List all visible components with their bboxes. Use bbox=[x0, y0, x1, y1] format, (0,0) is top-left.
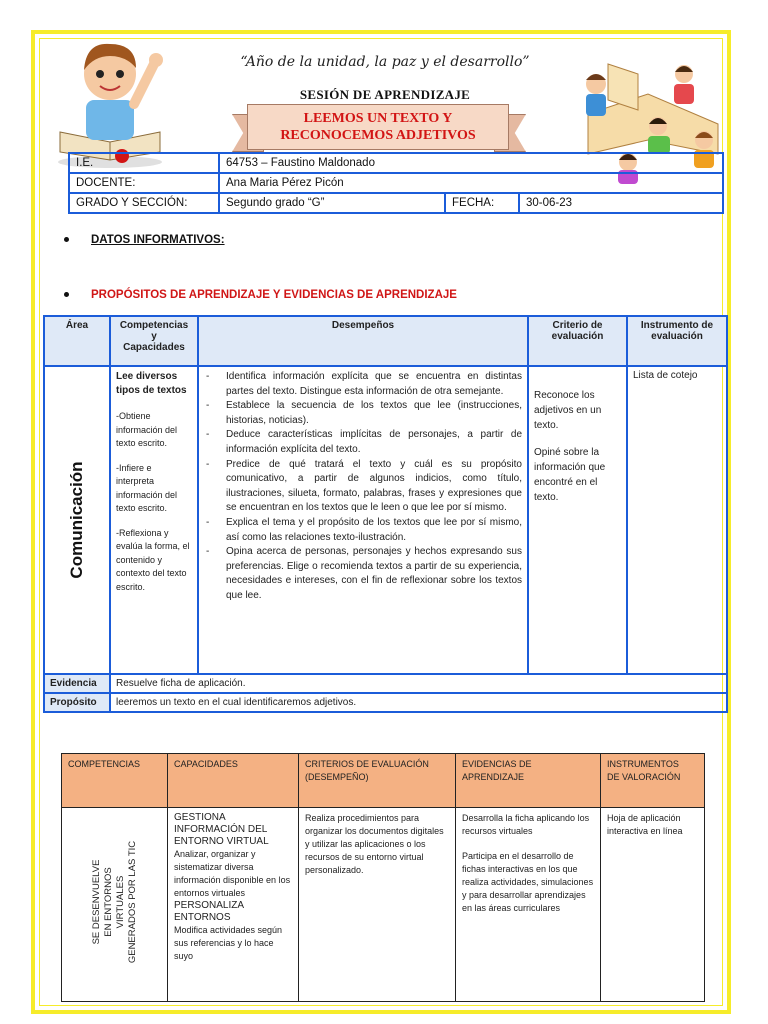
tic-capacidades-cell bbox=[168, 808, 299, 1002]
purposes-header-row bbox=[44, 316, 727, 366]
banner-title-line2: RECONOCEMOS ADJETIVOS bbox=[280, 128, 476, 143]
bullet-dot bbox=[64, 292, 69, 297]
header-instrumentos-2-line1: INSTRUMENTOS bbox=[607, 759, 679, 769]
purposes-body-row bbox=[44, 366, 727, 674]
purposes-table bbox=[43, 315, 728, 713]
desempeno-item: - Identifica información explícita que se encuentra en distintas partes del texto. Distingue esta información de otra semejante. bbox=[204, 370, 522, 399]
criterio-cell bbox=[528, 366, 627, 674]
proposito-value: leeremos un texto en el cual identificaremos adjetivos. bbox=[110, 693, 727, 712]
header-desempenos: Desempeños bbox=[198, 316, 528, 366]
tic-evidencia-item: Desarrolla la ficha aplicando los recursos virtuales bbox=[462, 813, 590, 836]
ie-label: I.E. bbox=[69, 153, 219, 173]
fecha-label: FECHA: bbox=[445, 193, 519, 213]
criterio-item: Reconoce los adjetivos en un texto. bbox=[534, 390, 602, 431]
tic-instrumento-cell bbox=[601, 808, 705, 1002]
header-competencias-line1: Competencias bbox=[119, 320, 189, 331]
desempenos-list bbox=[204, 370, 522, 604]
info-row-ie bbox=[69, 153, 723, 173]
header-criterios-2-line1: CRITERIOS DE EVALUACIÓN bbox=[305, 759, 429, 769]
cap-title-personaliza: PERSONALIZA ENTORNOS bbox=[174, 900, 244, 923]
docente-value: Ana Maria Pérez Picón bbox=[219, 173, 723, 193]
bullet-datos-informativos bbox=[64, 234, 225, 246]
info-row-grado bbox=[69, 193, 723, 213]
tic-competencia-name bbox=[91, 841, 139, 963]
proposito-row bbox=[44, 693, 727, 712]
tic-competencia-line3: VIRTUALES bbox=[114, 875, 126, 929]
banner-body bbox=[247, 104, 509, 150]
grado-label: GRADO Y SECCIÓN: bbox=[69, 193, 219, 213]
desempeno-item: - Explica el tema y el propósito de los textos que lee por sí mismo, así como las relaciones texto-ilustración. bbox=[204, 516, 522, 545]
bullet-propositos bbox=[64, 289, 457, 301]
cap-title-gestiona: GESTIONA INFORMACIÓN DEL ENTORNO VIRTUAL bbox=[174, 812, 269, 847]
docente-label: DOCENTE: bbox=[69, 173, 219, 193]
grado-value: Segundo grado “G” bbox=[219, 193, 445, 213]
header-criterio bbox=[528, 316, 627, 366]
year-motto: “Año de la unidad, la paz y el desarrollo” bbox=[240, 54, 530, 70]
header-evidencias-2-line2: APRENDIZAJE bbox=[462, 772, 525, 782]
evidencia-row bbox=[44, 674, 727, 693]
proposito-label: Propósito bbox=[44, 693, 110, 712]
instrumento-cell bbox=[627, 366, 727, 674]
datos-label: DATOS INFORMATIVOS: bbox=[91, 234, 225, 246]
header-instrumento-line2: evaluación bbox=[651, 331, 703, 342]
evidencia-label: Evidencia bbox=[44, 674, 110, 693]
header-criterios-2 bbox=[299, 754, 456, 808]
header-instrumento bbox=[627, 316, 727, 366]
tic-competencia-cell bbox=[62, 808, 168, 1002]
capacidad-item: -Infiere e interpreta información del texto escrito. bbox=[116, 462, 178, 513]
competencia-title: Lee diversos tipos de textos bbox=[116, 371, 187, 396]
info-row-docente bbox=[69, 173, 723, 193]
bullet-dot bbox=[64, 237, 69, 242]
header-competencias-2: COMPETENCIAS bbox=[62, 754, 168, 808]
header-criterio-line2: evaluación bbox=[551, 331, 604, 342]
tic-header-row bbox=[62, 754, 705, 808]
header-competencias bbox=[110, 316, 198, 366]
header-competencias-line2: y bbox=[151, 331, 157, 342]
desempeno-item: - Establece la secuencia de los textos que lee (instrucciones, historias, noticias). bbox=[204, 399, 522, 428]
header-instrumentos-2 bbox=[601, 754, 705, 808]
info-table bbox=[68, 152, 724, 214]
desempeno-item: - Predice de qué tratará el texto y cuál es su propósito comunicativo, a partir de algunos indicios, como título, ilustraciones, silueta, formato, palabras, frases y expresiones que se encuentran en los textos que le leen o que lee por sí mismo. bbox=[204, 458, 522, 516]
tic-criterio-value: Realiza procedimientos para organizar los documentos digitales y utilizar las aplicaciones o los recursos de su entorno virtual personalizado. bbox=[305, 813, 444, 875]
cap-text-gestiona: Analizar, organizar y sistematizar diversa información disponible en los entornos virtuales bbox=[174, 849, 291, 898]
session-title: SESIÓN DE APRENDIZAJE bbox=[299, 87, 471, 102]
competencias-cell bbox=[110, 366, 198, 674]
header-competencias-line3: Capacidades bbox=[123, 342, 185, 353]
tic-body-row bbox=[62, 808, 705, 1002]
header-area: Área bbox=[44, 316, 110, 366]
banner-title-line1: LEEMOS UN TEXTO Y bbox=[303, 111, 453, 126]
capacidad-item: -Reflexiona y evalúa la forma, el contenido y contexto del texto escrito. bbox=[116, 527, 190, 592]
ie-value: 64753 – Faustino Maldonado bbox=[219, 153, 723, 173]
fecha-value: 30-06-23 bbox=[519, 193, 723, 213]
criterio-item: Opiné sobre la información que encontré en el texto. bbox=[534, 447, 606, 503]
tic-evidencia-item: Participa en el desarrollo de fichas interactivas en los que realiza actividades, simulaciones y para desarrollar aprendizajes en las áreas curriculares bbox=[462, 851, 594, 913]
header-instrumentos-2-line2: DE VALORACIÓN bbox=[607, 772, 681, 782]
header-capacidades-2: CAPACIDADES bbox=[168, 754, 299, 808]
tic-competencies-table bbox=[61, 753, 705, 1002]
instrumento-value: Lista de cotejo bbox=[633, 370, 698, 381]
header-criterio-line1: Criterio de bbox=[552, 320, 603, 331]
desempeno-item: - Deduce características implícitas de personajes, a partir de información explícita del texto. bbox=[204, 428, 522, 457]
tic-competencia-line4: GENERADOS POR LAS TIC bbox=[126, 840, 138, 964]
header-evidencias-2 bbox=[456, 754, 601, 808]
title-banner bbox=[247, 104, 509, 154]
area-cell bbox=[44, 366, 110, 674]
header-instrumento-line1: Instrumento de bbox=[640, 320, 714, 331]
capacidad-item: -Obtiene información del texto escrito. bbox=[116, 411, 178, 448]
header-evidencias-2-line1: EVIDENCIAS DE bbox=[462, 759, 532, 769]
area-name: Comunicación bbox=[67, 461, 86, 579]
tic-criterio-cell bbox=[299, 808, 456, 1002]
header-criterios-2-line2: (DESEMPEÑO) bbox=[305, 772, 369, 782]
tic-evidencias-cell bbox=[456, 808, 601, 1002]
cap-text-personaliza: Modifica actividades según sus referencias y lo hace suyo bbox=[174, 925, 283, 961]
evidencia-value: Resuelve ficha de aplicación. bbox=[110, 674, 727, 693]
desempenos-cell bbox=[198, 366, 528, 674]
boy-reading-illustration bbox=[50, 34, 170, 170]
desempeno-item: - Opina acerca de personas, personajes y hechos expresando sus preferencias. Elige o recomienda textos a partir de su experiencia, necesidades e intereses, con el fin de reflexionar sobre los textos que lee. bbox=[204, 545, 522, 603]
tic-competencia-line2: EN ENTORNOS bbox=[102, 867, 114, 937]
tic-instrumento-value: Hoja de aplicación interactiva en línea bbox=[607, 813, 683, 836]
propositos-label: PROPÓSITOS DE APRENDIZAJE Y EVIDENCIAS DE APRENDIZAJE bbox=[91, 289, 457, 301]
tic-competencia-line1: SE DESENVUELVE bbox=[90, 859, 102, 945]
